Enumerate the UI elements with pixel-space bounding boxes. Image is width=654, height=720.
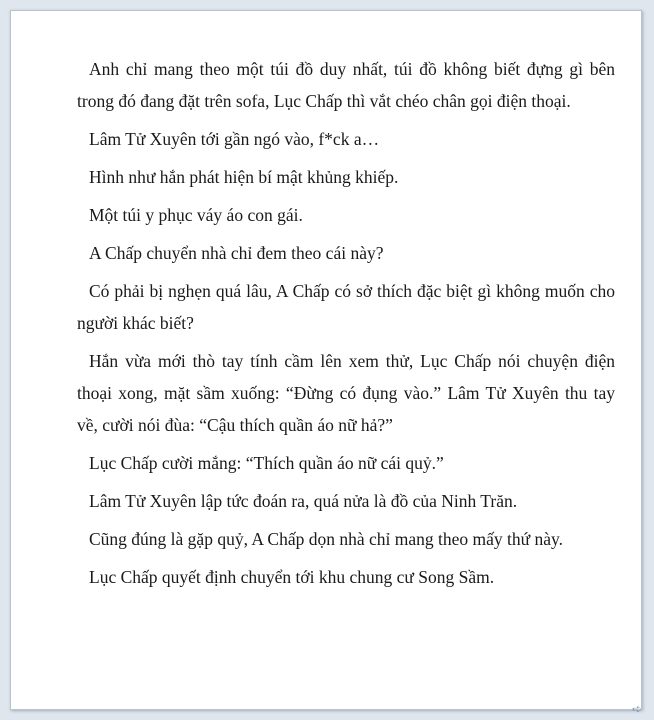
paragraph-4: Một túi y phục váy áo con gái. (89, 205, 303, 225)
paragraph-3: Hình như hắn phát hiện bí mật khủng khiếp. (89, 167, 399, 187)
paragraph-11: Lục Chấp quyết định chuyển tới khu chung cư Song Sầm. (89, 567, 495, 587)
paragraph-1: Anh chỉ mang theo một túi đồ duy nhất, túi đồ không biết đựng gì bên trong đó đang đặt trên sofa, Lục Chấp thì vắt chéo chân gọi điện thoại. (77, 59, 615, 111)
paragraph-9: Lâm Tử Xuyên lập tức đoán ra, quá nửa là đồ của Ninh Trăn. (89, 491, 518, 511)
document-body (77, 53, 615, 599)
paragraph-2: Lâm Tử Xuyên tới gần ngó vào, f*ck a… (89, 129, 380, 149)
paragraph-5: A Chấp chuyển nhà chỉ đem theo cái này? (89, 243, 384, 263)
paragraph-6: Có phải bị nghẹn quá lâu, A Chấp có sở thích đặc biệt gì không muốn cho người khác biết? (77, 281, 615, 333)
next-page-arrow-icon[interactable]: ➪ (631, 702, 643, 716)
paragraph-10: Cũng đúng là gặp quỷ, A Chấp dọn nhà chỉ mang theo mấy thứ này. (89, 529, 563, 549)
paragraph-8: Lục Chấp cười mắng: “Thích quần áo nữ cái quỷ.” (89, 453, 444, 473)
paragraph-7: Hắn vừa mới thò tay tính cầm lên xem thử, Lục Chấp nói chuyện điện thoại xong, mặt sầm xuống: “Đừng có đụng vào.” Lâm Tử Xuyên thu tay về, cười nói đùa: “Cậu thích quần áo nữ hả?” (77, 351, 615, 435)
document-page (10, 10, 642, 710)
